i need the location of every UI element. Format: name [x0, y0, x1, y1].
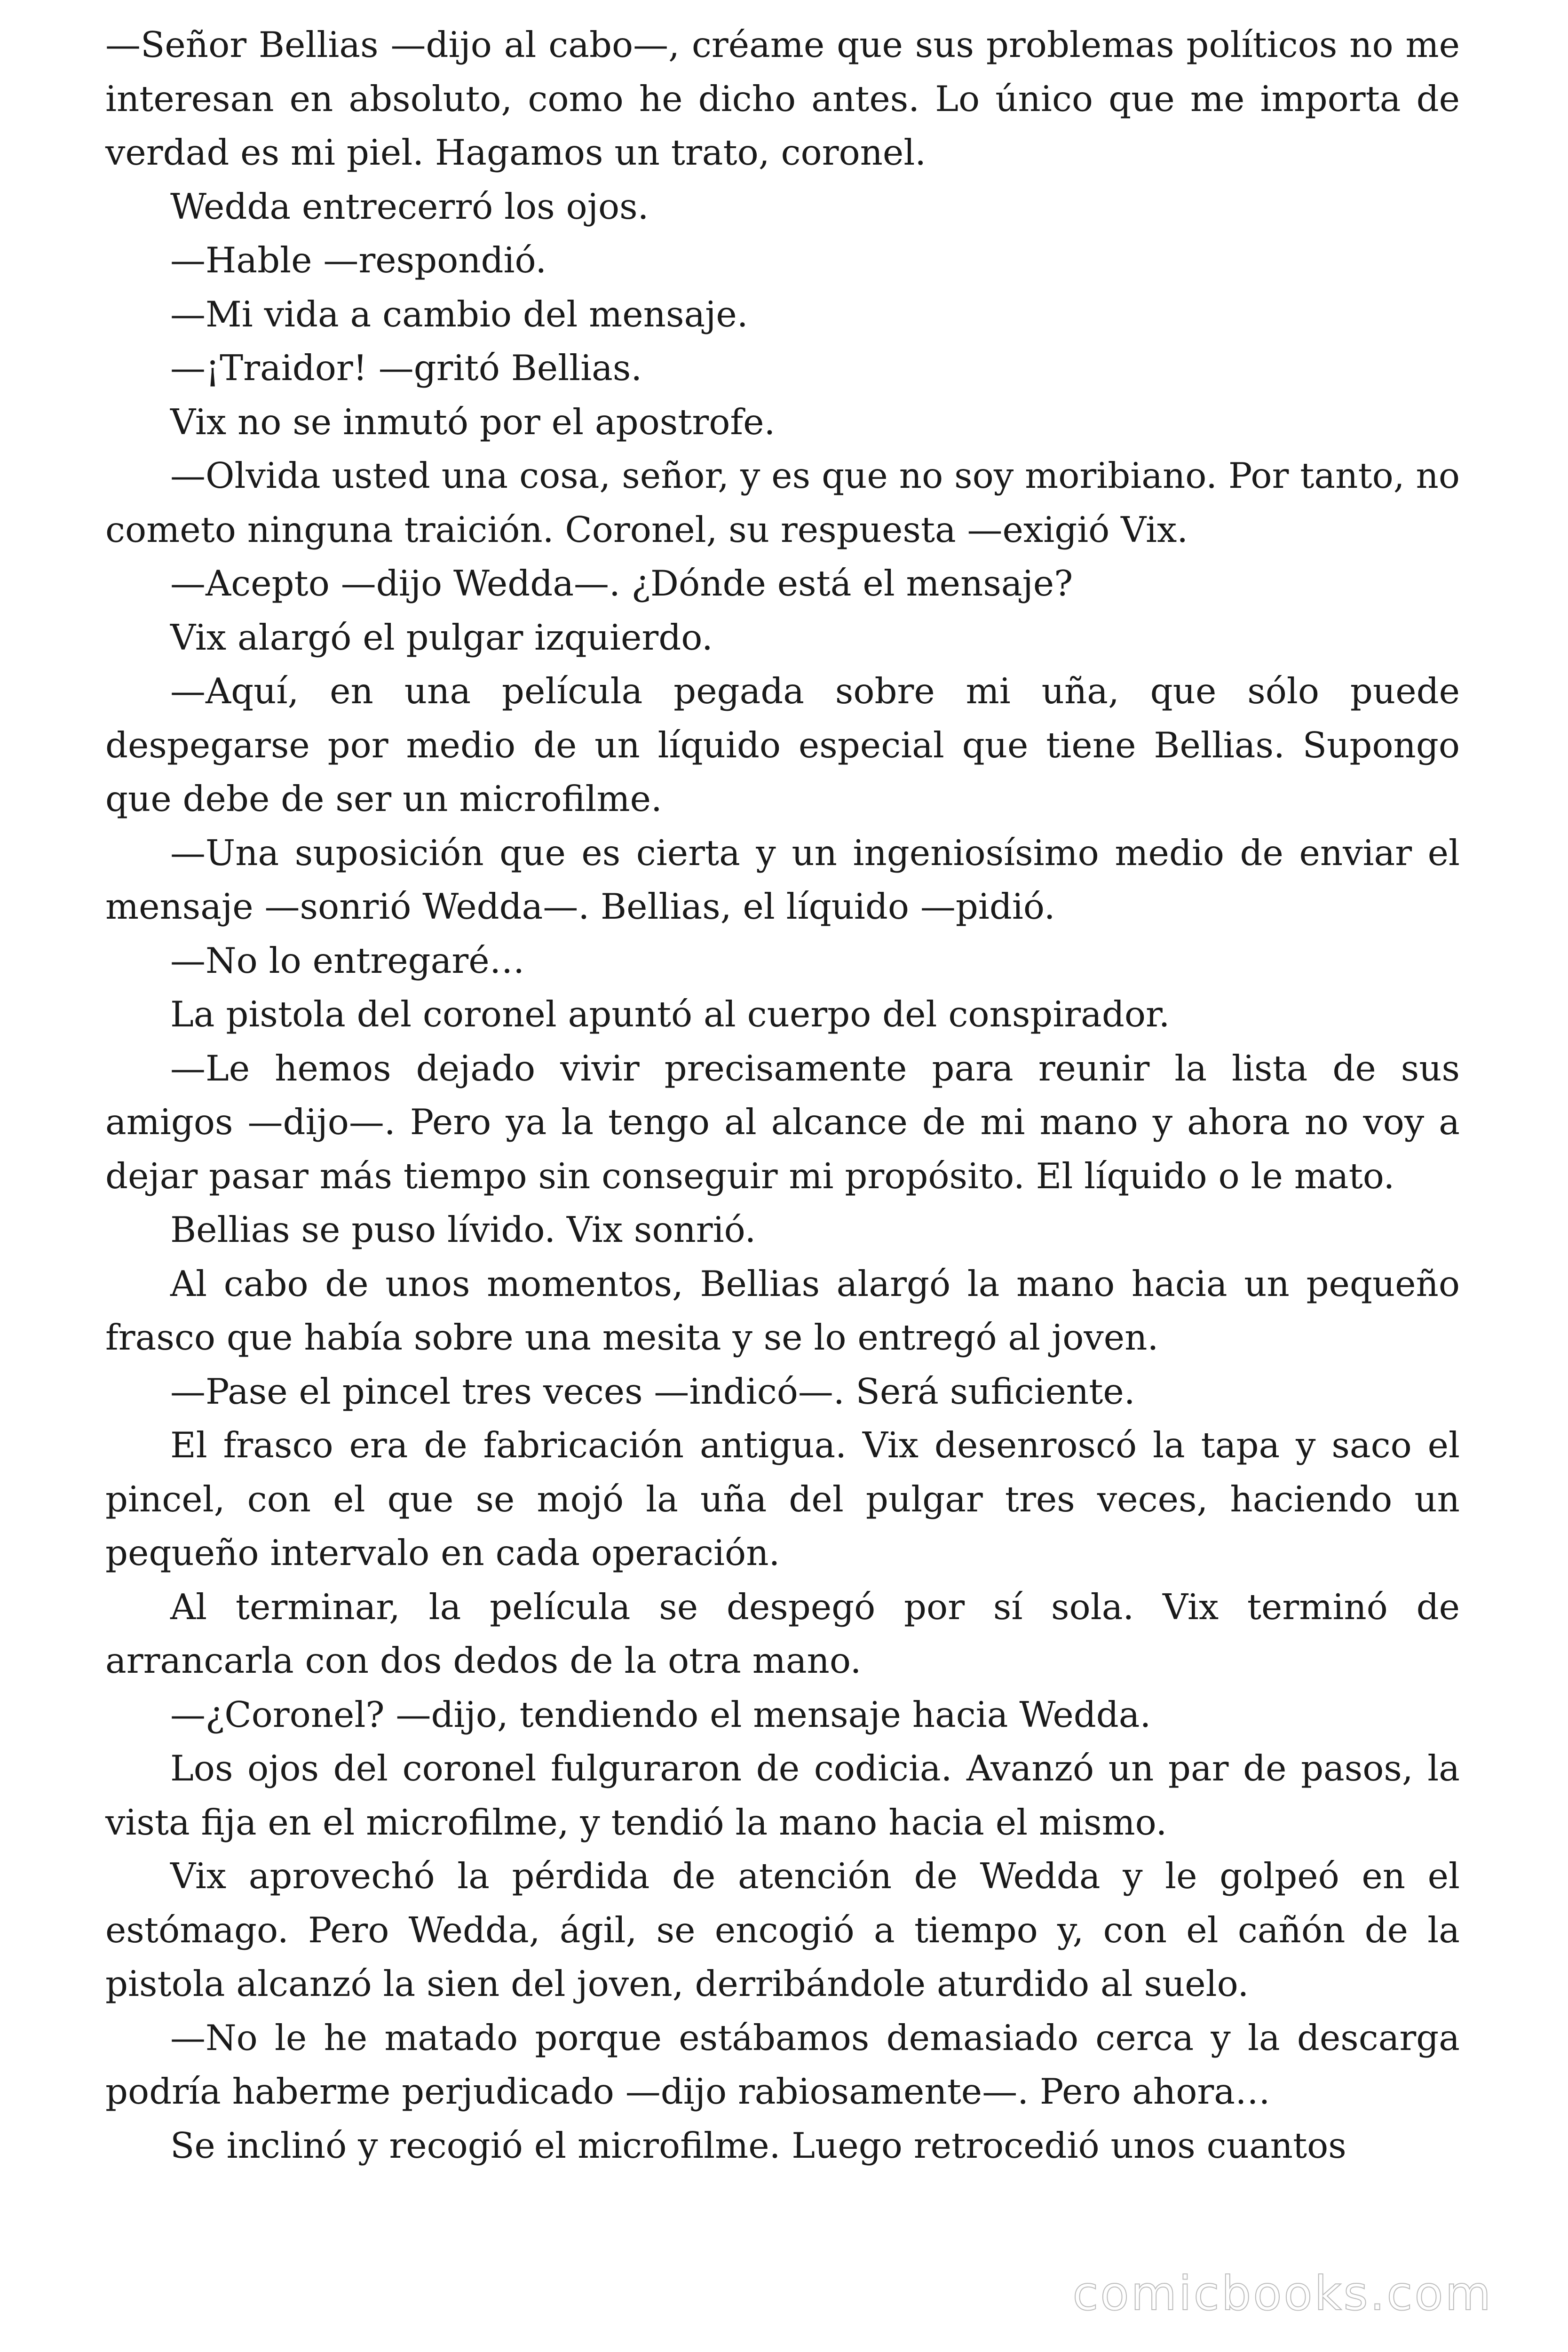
- paragraph: Se inclinó y recogió el microfilme. Luego retrocedió unos cuantos: [170, 2124, 1346, 2166]
- body-text: [105, 18, 1460, 2172]
- paragraph: Bellias se puso lívido. Vix sonrió.: [170, 1209, 756, 1250]
- paragraph: Wedda entrecerró los ojos.: [170, 185, 649, 227]
- paragraph: —No le he matado porque estábamos demasiado cerca y la descarga podría haberme perjudicado —dijo rabiosamente—. Pero ahora…: [105, 2017, 1460, 2112]
- paragraph: —Una suposición que es cierta y un ingeniosísimo medio de enviar el mensaje —sonrió Wedda—. Bellias, el líquido —pidió.: [105, 832, 1460, 927]
- paragraph: —¿Coronel? —dijo, tendiendo el mensaje hacia Wedda.: [170, 1693, 1151, 1735]
- paragraph: Vix no se inmutó por el apostrofe.: [170, 401, 776, 443]
- paragraph: Al terminar, la película se despegó por sí sola. Vix terminó de arrancarla con dos dedos de la otra mano.: [105, 1586, 1460, 1681]
- paragraph: Los ojos del coronel fulguraron de codicia. Avanzó un par de pasos, la vista fija en el microfilme, y tendió la mano hacia el mismo.: [105, 1748, 1460, 1843]
- paragraph: —¡Traidor! —gritó Bellias.: [170, 347, 642, 389]
- paragraph: Vix alargó el pulgar izquierdo.: [170, 616, 713, 658]
- paragraph: —Olvida usted una cosa, señor, y es que no soy moribiano. Por tanto, no cometo ninguna traición. Coronel, su respuesta —exigió Vix.: [105, 455, 1460, 550]
- paragraph: La pistola del coronel apuntó al cuerpo del conspirador.: [170, 993, 1170, 1035]
- paragraph: —No lo entregaré…: [170, 939, 525, 981]
- paragraph: —Mi vida a cambio del mensaje.: [170, 293, 748, 335]
- paragraph: —Acepto —dijo Wedda—. ¿Dónde está el mensaje?: [170, 563, 1073, 604]
- paragraph: —Aquí, en una película pegada sobre mi uña, que sólo puede despegarse por medio de un líquido especial que tiene Bellias. Supongo que debe de ser un microfilme.: [105, 670, 1460, 819]
- paragraph: —Hable —respondió.: [170, 239, 547, 281]
- paragraph: El frasco era de fabricación antigua. Vix desenroscó la tapa y saco el pincel, con el que se mojó la uña del pulgar tres veces, haciendo un pequeño intervalo en cada operación.: [105, 1424, 1460, 1573]
- paragraph: Vix aprovechó la pérdida de atención de Wedda y le golpeó en el estómago. Pero Wedda, ágil, se encogió a tiempo y, con el cañón de la pistola alcanzó la sien del joven, derribándole aturdido al suelo.: [105, 1855, 1460, 2004]
- paragraph: —Le hemos dejado vivir precisamente para reunir la lista de sus amigos —dijo—. Pero ya la tengo al alcance de mi mano y ahora no voy a dejar pasar más tiempo sin conseguir mi propósito. El líquido o le mato.: [105, 1047, 1460, 1197]
- paragraph: —Pase el pincel tres veces —indicó—. Será suficiente.: [170, 1370, 1135, 1412]
- watermark: comicbooks.com: [1072, 2266, 1493, 2321]
- paragraph: —Señor Bellias —dijo al cabo—, créame que sus problemas políticos no me interesan en absoluto, como he dicho antes. Lo único que me importa de verdad es mi piel. Hagamos un trato, coronel.: [105, 24, 1460, 173]
- paragraph: Al cabo de unos momentos, Bellias alargó la mano hacia un pequeño frasco que había sobre una mesita y se lo entregó al joven.: [105, 1263, 1460, 1358]
